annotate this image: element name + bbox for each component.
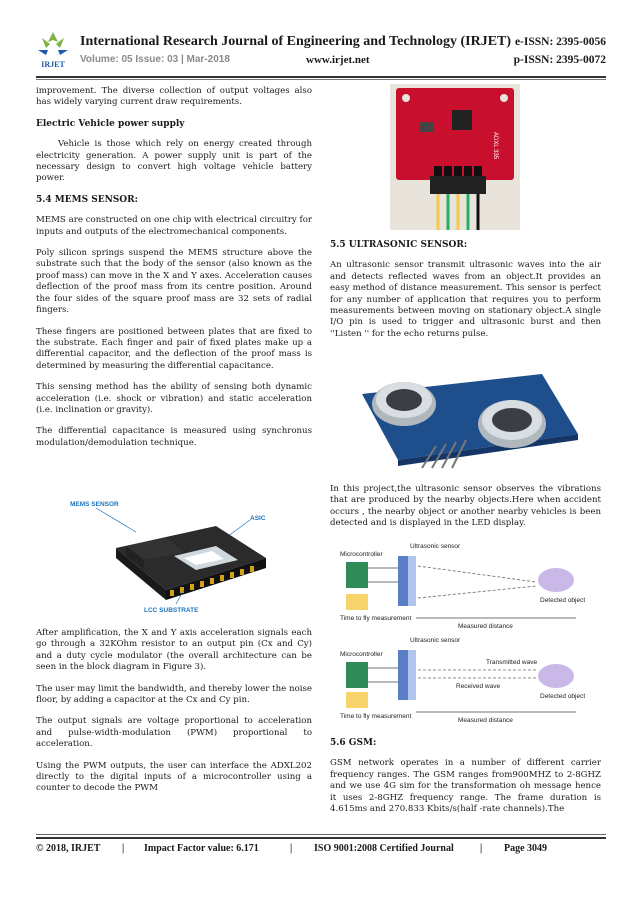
copyright: © 2018, IRJET — [36, 843, 101, 854]
paragraph: Vehicle is those which rely on energy created through electricity generation. A power supply unit is part of the necessary design to convert high voltage vehicle battery power. — [36, 139, 312, 184]
section-heading: Electric Vehicle power supply — [36, 118, 185, 129]
right-column-mid — [330, 484, 601, 540]
paragraph: In this project,the ultrasonic sensor observes the vibrations that are produced by the nearby objects.Here when accident occurs , the nearby object or another nearby vehicles is been detected and is displayed in the LED display. — [330, 484, 601, 529]
mems-label: MEMS SENSOR — [70, 501, 119, 508]
paragraph: These fingers are positioned between plates that are fixed to the substrate. Each finger and pair of fixed plates make up a differential capacitor, and the deflection of the proof mass is determined by measuring the differential capacitance. — [36, 326, 312, 371]
paragraph: MEMS are constructed on one chip with electrical circuitry for inputs and outputs of the electromechanical components. — [36, 215, 312, 237]
paragraph: The output signals are voltage proportional to acceleration and pulse-width-modulation (PWM) proportional to acceleration. — [36, 716, 312, 750]
diag-rx-label: Received wave — [456, 683, 501, 690]
board-label: ADXL 335 — [492, 132, 498, 160]
diag-micro-label: Microcontroller — [340, 551, 383, 558]
page-number: Page 3049 — [504, 843, 548, 854]
diag-detected-label: Detected object — [540, 597, 586, 604]
header-rule-thin — [36, 79, 606, 80]
paragraph: GSM network operates in a number of different carrier frequency ranges. The GSM ranges from900MHZ to 2-8GHZ and we use 4G sim for the transformation oh message hence it uses 2-8GHZ frequency range. The frame duration is 4.615ms and 270.833 Kbits/s(half -rate channels).The — [330, 758, 601, 815]
diag-sensor-label-2: Ultrasonic sensor — [410, 637, 461, 644]
iso-certification: ISO 9001:2008 Certified Journal — [314, 843, 454, 854]
paragraph: An ultrasonic sensor transmit ultrasonic waves into the air and detects reflected waves from an object.It provides an easy method of distance measurement. This sensor is perfect for any number of application that requires you to perform measurements between moving on stationary object.A single I/O pin is used to trigger and ultrasonic burst and then ''Listen '' for the echo returns pulse. — [330, 260, 601, 339]
paragraph: After amplification, the X and Y axis acceleration signals each go through a 32KOhm resistor to an output pin (Cx and Cy) and a duty cycle modulator (the overall architecture can be seen in the block diagram in Figure 3). — [36, 628, 312, 673]
paragraph: Poly silicon springs suspend the MEMS structure above the substrate such that the body of the sensor (also known as the proof mass) can move in the X and Y axes. Acceleration causes deflection of the proof mass from its centre position. Around the four sides of the square proof mass are 32 sets of radial fingers. — [36, 248, 312, 316]
footer-separator: | — [290, 843, 293, 854]
mems-sensor-figure — [66, 498, 292, 616]
eissn: e-ISSN: 2395-0056 — [514, 36, 606, 48]
right-column-lower — [330, 738, 601, 825]
footer-separator: | — [122, 843, 125, 854]
left-column — [36, 86, 312, 459]
page-header — [36, 30, 606, 72]
impact-factor: Impact Factor value: 6.171 — [144, 843, 259, 854]
asic-label: ASIC — [250, 515, 266, 522]
diag-time-label-2: Time to fly measurement — [340, 713, 412, 720]
section-heading: 5.5 ULTRASONIC SENSOR: — [330, 240, 468, 250]
diag-sensor-label: Ultrasonic sensor — [410, 543, 461, 550]
right-column — [330, 240, 601, 350]
diag-measured-label: Measured distance — [458, 623, 513, 630]
pissn: p-ISSN: 2395-0072 — [513, 54, 606, 66]
diag-detected-label-2: Detected object — [540, 693, 586, 700]
section-heading: 5.6 GSM: — [330, 738, 377, 748]
paragraph: This sensing method has the ability of sensing both dynamic acceleration (i.e. shock or vibration) and static acceleration (i.e. inclination or gravity). — [36, 382, 312, 415]
logo-text: IRJET — [41, 60, 65, 69]
ultrasonic-distance-diagram — [336, 542, 598, 726]
paragraph: improvement. The diverse collection of output voltages also has widely varying current draw requirements. — [36, 86, 312, 108]
accelerometer-board-image — [390, 84, 520, 230]
header-rule — [36, 76, 606, 78]
irjet-logo — [36, 30, 70, 70]
footer-separator: | — [480, 843, 483, 854]
diag-measured-label-2: Measured distance — [458, 717, 513, 724]
ultrasonic-sensor-image — [352, 364, 588, 474]
footer-rule — [36, 837, 606, 839]
left-column-lower — [36, 628, 312, 805]
paragraph: The differential capacitance is measured using synchronus modulation/demodulation technique. — [36, 426, 312, 448]
paragraph: The user may limit the bandwidth, and thereby lower the noise floor, by adding a capacitor at the Cx and Cy pin. — [36, 683, 312, 706]
footer-rule-thin — [36, 834, 606, 835]
volume-issue: Volume: 05 Issue: 03 | Mar-2018 — [80, 54, 230, 65]
section-heading: 5.4 MEMS SENSOR: — [36, 194, 138, 205]
lcc-label: LCC SUBSTRATE — [144, 607, 199, 614]
diag-micro-label-2: Microcontroller — [340, 651, 383, 658]
website-link[interactable]: www.irjet.net — [306, 54, 370, 66]
journal-title: International Research Journal of Engineering and Technology (IRJET) — [80, 34, 512, 49]
diag-tx-label: Transmitted wave — [486, 659, 538, 666]
paragraph: Using the PWM outputs, the user can interface the ADXL202 directly to the digital inputs of a microcontroller using a counter to decode the PWM — [36, 760, 312, 794]
diag-time-label: Time to fly measurement — [340, 615, 412, 622]
